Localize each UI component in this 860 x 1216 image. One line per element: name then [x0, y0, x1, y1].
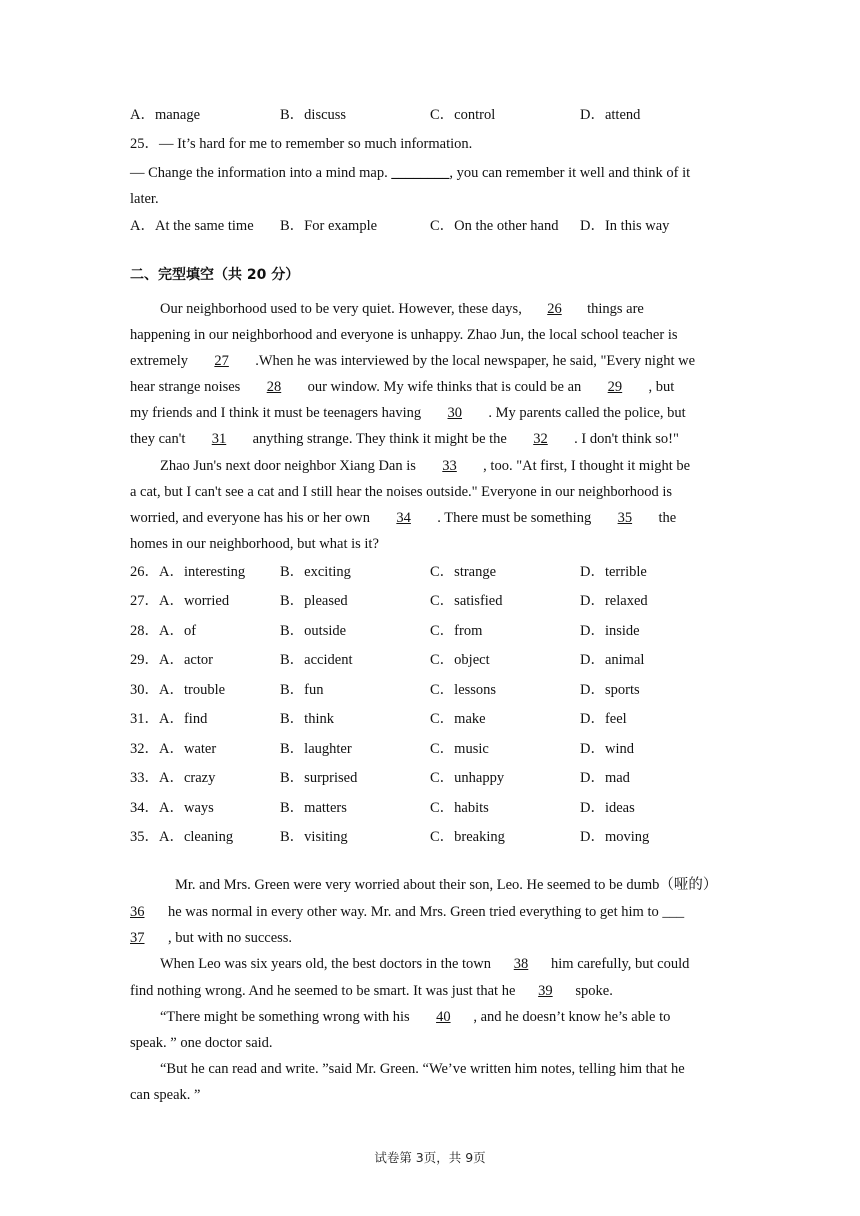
option-d: D．relaxed: [580, 593, 648, 609]
option-b: B．matters: [280, 800, 347, 816]
option-d: D．feel: [580, 711, 627, 727]
blank-39: 39: [538, 983, 553, 999]
option-b: B．accident: [280, 652, 353, 668]
option-d: D．mad: [580, 770, 630, 786]
question-29: [130, 651, 730, 669]
passage1-line-1: [160, 300, 644, 318]
option-a: 35．A．cleaning: [130, 829, 234, 845]
option-c: C．unhappy: [430, 770, 505, 786]
option-a: 33．A．crazy: [130, 770, 216, 786]
page-footer: 试卷第 3页，共 9页: [374, 1150, 486, 1165]
passage-text: Our neighborhood used to be very quiet. However, these days,: [160, 301, 526, 317]
option-b: B．pleased: [280, 593, 348, 609]
option-a: 28．A．of: [130, 623, 197, 639]
q24-option-d: D．attend: [580, 107, 641, 123]
passage-text: worried, and everyone has his or her own: [130, 510, 374, 526]
passage-text: hear strange noises: [130, 379, 244, 395]
passage-text: , but with no success.: [168, 930, 293, 946]
section-2-heading: 二、完型填空（共 20 分）: [130, 267, 300, 283]
option-a: 26．A．interesting: [130, 564, 246, 580]
passage1-line-6: [130, 430, 679, 448]
q25-line-3: later.: [130, 191, 159, 207]
blank-31: 31: [211, 431, 227, 447]
passage2-line-2: [130, 903, 684, 921]
option-b: B．fun: [280, 682, 324, 698]
option-d: D．animal: [580, 652, 645, 668]
passage-text: he was normal in every other way. Mr. and Mrs. Green tried everything to get him to: [168, 904, 663, 920]
option-d: D．ideas: [580, 800, 635, 816]
passage2-line-1: Mr. and Mrs. Green were very worried about their son, Leo. He seemed to be dumb（哑的）: [175, 877, 718, 893]
passage-text: ___: [662, 904, 685, 920]
passage-text: “There might be something wrong with his: [160, 1009, 414, 1025]
passage-text: . My parents called the police, but: [484, 405, 686, 421]
passage-text: anything strange. They think it might be the: [248, 431, 511, 447]
blank-27: 27: [214, 353, 229, 369]
passage-text: . There must be something: [433, 510, 595, 526]
q24-option-c: C．control: [430, 107, 496, 123]
q25-option-b: B．For example: [280, 218, 378, 234]
passage1-line-5: [130, 404, 686, 422]
option-a: 32．A．water: [130, 741, 217, 757]
passage-text: , too. "At first, I thought it might be: [479, 458, 691, 474]
passage-text: spoke.: [575, 983, 613, 999]
passage2-line-9: can speak. ”: [130, 1087, 201, 1103]
question-31: [130, 710, 730, 728]
passage-text: things are: [583, 301, 644, 317]
option-b: B．outside: [280, 623, 347, 639]
option-a: 30．A．trouble: [130, 682, 226, 698]
passage-text: When Leo was six years old, the best doctors in the town: [160, 956, 492, 972]
q25-blank: ________: [391, 165, 450, 181]
question-30: [130, 681, 730, 699]
question-28: [130, 622, 730, 640]
passage-text: .When he was interviewed by the local newspaper, he said, "Every night we: [251, 353, 696, 369]
option-a: 31．A．find: [130, 711, 208, 727]
question-34: [130, 799, 730, 817]
passage2-line-5: [130, 982, 613, 1000]
passage-text: , but: [644, 379, 675, 395]
question-35: [130, 828, 730, 846]
passage1-line-2: happening in our neighborhood and everyone is unhappy. Zhao Jun, the local school teacher is: [130, 327, 678, 343]
q25-option-c: C．On the other hand: [430, 218, 559, 234]
question-26: [130, 563, 730, 581]
passage1-line-4: [130, 378, 674, 396]
blank-30: 30: [447, 405, 463, 421]
option-b: B．laughter: [280, 741, 352, 757]
q24-option-a: A．manage: [130, 107, 201, 123]
passage-text: the: [654, 510, 677, 526]
option-d: D．wind: [580, 741, 634, 757]
blank-33: 33: [442, 458, 457, 474]
passage1-line-7: [160, 457, 690, 475]
option-c: C．strange: [430, 564, 497, 580]
q25-text-a: — Change the information into a mind map.: [130, 165, 392, 181]
q25-option-d: D．In this way: [580, 218, 670, 234]
option-d: D．moving: [580, 829, 650, 845]
option-d: D．terrible: [580, 564, 647, 580]
option-c: C．object: [430, 652, 490, 668]
option-b: B．surprised: [280, 770, 358, 786]
option-d: D．sports: [580, 682, 640, 698]
option-a: 34．A．ways: [130, 800, 214, 816]
passage1-line-8: a cat, but I can't see a cat and I still hear the noises outside." Everyone in our neighborhood is: [130, 484, 673, 500]
blank-40: 40: [436, 1009, 451, 1025]
question-27: [130, 592, 730, 610]
option-b: B．think: [280, 711, 334, 727]
passage2-line-3: [130, 929, 292, 947]
passage1-line-9: [130, 509, 676, 527]
passage-text: our window. My wife thinks that is could be an: [303, 379, 585, 395]
q25-option-a: A．At the same time: [130, 218, 254, 234]
passage1-line-3: [130, 352, 695, 370]
q25-line-1: 25．— It’s hard for me to remember so much information.: [130, 136, 473, 152]
blank-36: 36: [130, 904, 145, 920]
blank-26: 26: [547, 301, 562, 317]
passage-text: my friends and I think it must be teenagers having: [130, 405, 425, 421]
option-b: B．visiting: [280, 829, 348, 845]
passage-text: him carefully, but could: [551, 956, 690, 972]
option-c: C．breaking: [430, 829, 505, 845]
passage-text: find nothing wrong. And he seemed to be smart. It was just that he: [130, 983, 516, 999]
option-c: C．lessons: [430, 682, 497, 698]
option-c: C．habits: [430, 800, 489, 816]
q25-options: [130, 217, 730, 235]
passage-text: they can't: [130, 431, 189, 447]
q24-option-b: B．discuss: [280, 107, 347, 123]
q25-line-2: [130, 164, 690, 182]
question-33: [130, 769, 730, 787]
option-c: C．make: [430, 711, 486, 727]
passage2-line-6: [160, 1008, 670, 1026]
passage-text: extremely: [130, 353, 192, 369]
option-c: C．music: [430, 741, 489, 757]
q24-options: [130, 106, 730, 124]
blank-28: 28: [266, 379, 282, 395]
passage-text: . I don't think so!": [570, 431, 679, 447]
blank-38: 38: [513, 956, 529, 972]
passage1-line-10: homes in our neighborhood, but what is it?: [130, 536, 379, 552]
question-32: [130, 740, 730, 758]
option-a: 29．A．actor: [130, 652, 213, 668]
option-c: C．from: [430, 623, 483, 639]
blank-37: 37: [130, 930, 145, 946]
passage2-line-4: [160, 955, 689, 973]
option-a: 27．A．worried: [130, 593, 230, 609]
blank-32: 32: [533, 431, 548, 447]
option-d: D．inside: [580, 623, 640, 639]
blank-34: 34: [396, 510, 411, 526]
q25-text-b: , you can remember it well and think of it: [449, 165, 691, 181]
passage-text: , and he doesn’t know he’s able to: [473, 1009, 671, 1025]
option-c: C．satisfied: [430, 593, 503, 609]
option-b: B．exciting: [280, 564, 351, 580]
passage2-line-7: speak. ” one doctor said.: [130, 1035, 273, 1051]
passage2-line-8: “But he can read and write. ”said Mr. Green. “We’ve written him notes, telling him that he: [160, 1061, 685, 1077]
blank-29: 29: [607, 379, 623, 395]
blank-35: 35: [617, 510, 633, 526]
passage-text: Zhao Jun's next door neighbor Xiang Dan is: [160, 458, 420, 474]
